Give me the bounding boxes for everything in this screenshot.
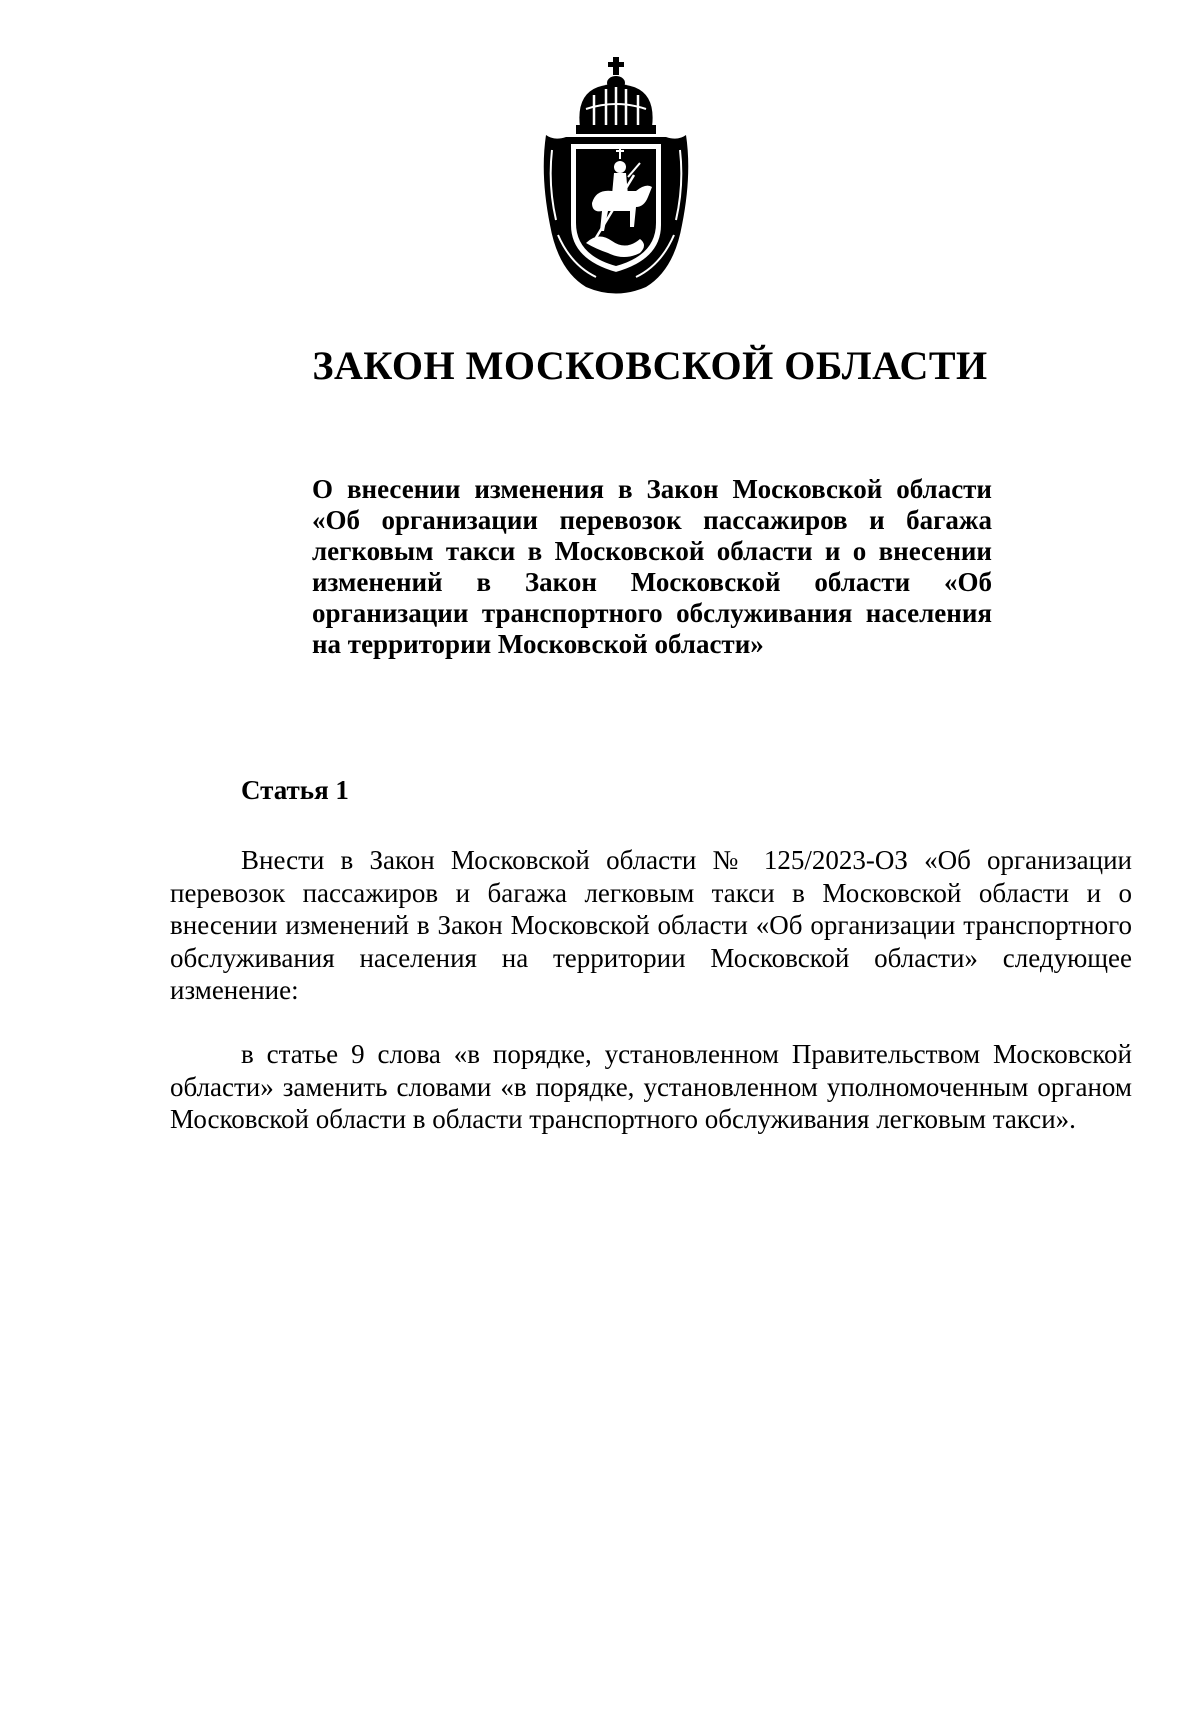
document-subtitle: О внесении изменения в Закон Московской области «Об организации перевозок пассажиров и багажа легковым такси в Московской области и о внесении изменений в Закон Московской области «Об организации транспортного обслуживания населения на территории Московской области» (312, 474, 992, 659)
article-paragraph-2: в статье 9 слова «в порядке, установленном Правительством Московской области» заменить словами «в порядке, установленном уполномоченным органом Московской области в области транспортного обслуживания легковым такси». (170, 1039, 1132, 1134)
document-title: ЗАКОН МОСКОВСКОЙ ОБЛАСТИ (312, 343, 988, 388)
article-paragraph-1: Внести в Закон Московской области № 125/2023-ОЗ «Об организации перевозок пассажиров и багажа легковым такси в Московской области и о внесении изменений в Закон Московской области «Об организации транспортного обслуживания населения на территории Московской области» следующее изменение: (170, 845, 1132, 1005)
coat-of-arms-icon (536, 55, 696, 300)
article-heading: Статья 1 (241, 775, 349, 805)
